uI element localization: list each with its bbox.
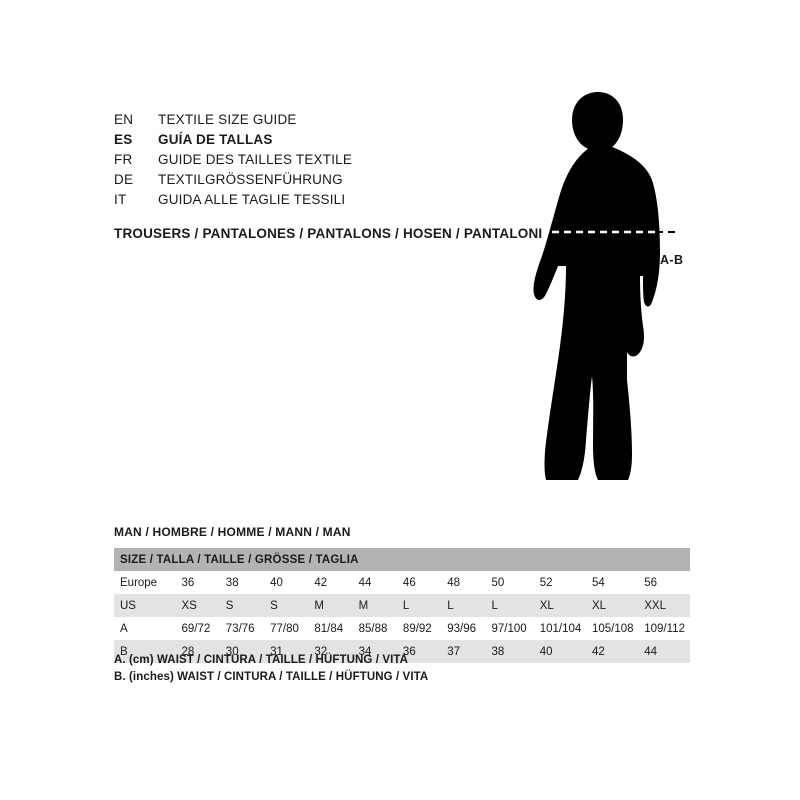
cell-a-9: 105/108 xyxy=(586,617,638,640)
cell-us-4: M xyxy=(353,594,397,617)
cell-europe-3: 42 xyxy=(308,571,352,594)
table-row xyxy=(114,571,690,594)
cell-a-2: 77/80 xyxy=(264,617,308,640)
cell-us-3: M xyxy=(308,594,352,617)
cell-us-8: XL xyxy=(534,594,586,617)
cell-europe-9: 54 xyxy=(586,571,638,594)
cell-b-7: 38 xyxy=(485,640,533,663)
cell-us-10: XXL xyxy=(638,594,690,617)
cell-europe-4: 44 xyxy=(353,571,397,594)
language-code-fr: FR xyxy=(114,152,133,167)
language-code-de: DE xyxy=(114,172,134,187)
cell-europe-5: 46 xyxy=(397,571,441,594)
cell-europe-10: 56 xyxy=(638,571,690,594)
cell-europe-0: 36 xyxy=(176,571,220,594)
row-label-a: A xyxy=(114,617,176,640)
measurement-label-ab: A-B xyxy=(660,253,684,267)
table-row xyxy=(114,617,690,640)
cell-us-2: S xyxy=(264,594,308,617)
cell-b-3: 32 xyxy=(308,640,352,663)
cell-b-9: 42 xyxy=(586,640,638,663)
table-header-row xyxy=(114,548,690,571)
cell-a-8: 101/104 xyxy=(534,617,586,640)
language-code-it: IT xyxy=(114,192,127,207)
cell-us-0: XS xyxy=(176,594,220,617)
language-text-de: TEXTILGRÖSSENFÜHRUNG xyxy=(158,172,343,187)
cell-a-5: 89/92 xyxy=(397,617,441,640)
cell-a-1: 73/76 xyxy=(220,617,264,640)
cell-a-7: 97/100 xyxy=(485,617,533,640)
cell-b-8: 40 xyxy=(534,640,586,663)
cell-us-1: S xyxy=(220,594,264,617)
cell-us-7: L xyxy=(485,594,533,617)
cell-europe-7: 50 xyxy=(485,571,533,594)
cell-europe-6: 48 xyxy=(441,571,485,594)
cell-b-2: 31 xyxy=(264,640,308,663)
language-text-en: TEXTILE SIZE GUIDE xyxy=(158,112,297,127)
language-text-es: GUÍA DE TALLAS xyxy=(158,132,273,147)
cell-us-9: XL xyxy=(586,594,638,617)
cell-b-5: 36 xyxy=(397,640,441,663)
cell-b-4: 34 xyxy=(353,640,397,663)
language-text-it: GUIDA ALLE TAGLIE TESSILI xyxy=(158,192,346,207)
cell-a-10: 109/112 xyxy=(638,617,690,640)
footnote-a: A. (cm) WAIST / CINTURA / TAILLE / HÜFTUNG / VITA xyxy=(114,654,409,666)
figure-man-silhouette xyxy=(480,80,740,500)
cell-a-6: 93/96 xyxy=(441,617,485,640)
language-code-es: ES xyxy=(114,132,133,147)
row-label-us: US xyxy=(114,594,176,617)
silhouette-svg xyxy=(480,80,740,500)
footnote-b: B. (inches) WAIST / CINTURA / TAILLE / HÜFTUNG / VITA xyxy=(114,671,429,683)
cell-europe-1: 38 xyxy=(220,571,264,594)
cell-b-1: 30 xyxy=(220,640,264,663)
footnotes xyxy=(114,652,428,686)
cell-a-0: 69/72 xyxy=(176,617,220,640)
row-label-europe: Europe xyxy=(114,571,176,594)
language-text-fr: GUIDE DES TAILLES TEXTILE xyxy=(158,152,353,167)
language-code-en: EN xyxy=(114,112,134,127)
cell-a-3: 81/84 xyxy=(308,617,352,640)
table-title-man: MAN / HOMBRE / HOMME / MANN / MAN xyxy=(114,525,351,539)
cell-europe-2: 40 xyxy=(264,571,308,594)
cell-europe-8: 52 xyxy=(534,571,586,594)
row-label-b: B xyxy=(114,640,176,663)
table-row xyxy=(114,594,690,617)
cell-us-6: L xyxy=(441,594,485,617)
cell-b-10: 44 xyxy=(638,640,690,663)
table-header-label: SIZE / TALLA / TAILLE / GRÖSSE / TAGLIA xyxy=(114,548,690,571)
cell-us-5: L xyxy=(397,594,441,617)
size-table xyxy=(114,548,690,663)
cell-b-0: 28 xyxy=(176,640,220,663)
cell-b-6: 37 xyxy=(441,640,485,663)
cell-a-4: 85/88 xyxy=(353,617,397,640)
garment-type-line: TROUSERS / PANTALONES / PANTALONS / HOSEN / PANTALONI xyxy=(114,226,543,241)
